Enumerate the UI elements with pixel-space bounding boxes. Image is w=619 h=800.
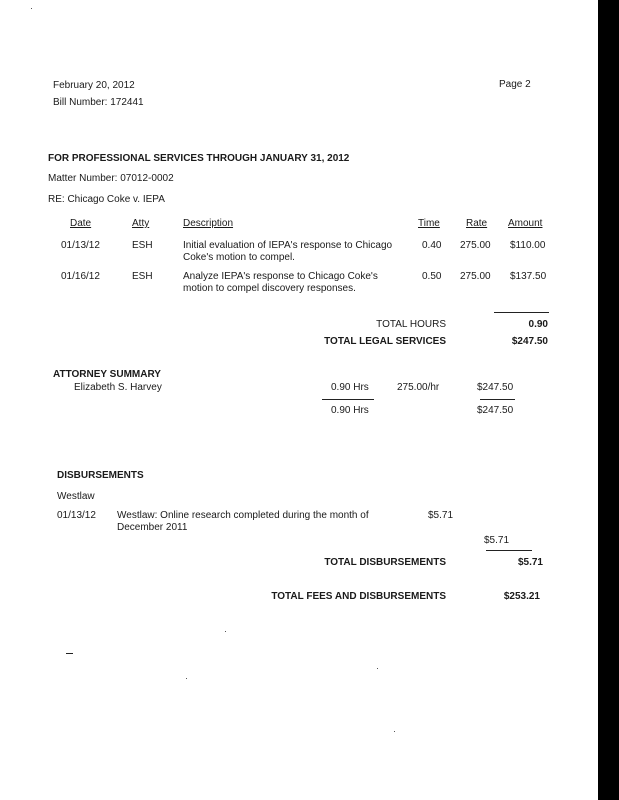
invoice-date: February 20, 2012 <box>53 80 135 91</box>
attorney-total-hours: 0.90 Hrs <box>331 405 369 416</box>
col-time: Time <box>418 218 440 229</box>
total-disbursements-value: $5.71 <box>517 557 543 568</box>
col-atty: Atty <box>132 218 150 229</box>
bill-number: Bill Number: 172441 <box>53 97 144 108</box>
entry-description: Analyze IEPA's response to Chicago Coke's motion to compel discovery responses. <box>183 271 378 294</box>
scan-speck <box>225 631 226 632</box>
services-title: FOR PROFESSIONAL SERVICES THROUGH JANUARY 31, 2012 <box>48 153 350 164</box>
disbursement-category: Westlaw <box>57 491 95 502</box>
disbursement-divider <box>486 550 532 551</box>
total-legal-value: $247.50 <box>511 336 548 347</box>
matter-number: Matter Number: 07012-0002 <box>48 173 174 184</box>
totals-divider <box>494 312 549 313</box>
entry-rate: 275.00 <box>460 240 491 251</box>
entry-rate: 275.00 <box>460 271 491 282</box>
entry-date: 01/13/12 <box>61 240 100 251</box>
attorney-name: Elizabeth S. Harvey <box>74 382 162 393</box>
entry-amount: $110.00 <box>510 240 546 251</box>
disbursement-amount: $5.71 <box>428 510 454 521</box>
summary-hours-divider <box>322 399 374 400</box>
scan-mark <box>66 653 73 654</box>
entry-atty: ESH <box>132 271 153 282</box>
re-line: RE: Chicago Coke v. IEPA <box>48 194 165 205</box>
col-date: Date <box>70 218 92 229</box>
entry-amount: $137.50 <box>510 271 547 282</box>
grand-total-value: $253.21 <box>503 591 540 602</box>
total-hours-value: 0.90 <box>528 319 548 330</box>
attorney-total-amount: $247.50 <box>477 405 514 416</box>
disbursement-date: 01/13/12 <box>57 510 96 521</box>
disbursement-description: Westlaw: Online research completed during the month of December 2011 <box>117 510 369 533</box>
attorney-hours: 0.90 Hrs <box>331 382 369 393</box>
scan-speck <box>394 731 395 732</box>
total-legal-label: TOTAL LEGAL SERVICES <box>324 336 446 347</box>
attorney-summary-title: ATTORNEY SUMMARY <box>53 369 161 380</box>
col-description: Description <box>183 218 234 229</box>
entry-date: 01/16/12 <box>61 271 100 282</box>
summary-amount-divider <box>480 399 515 400</box>
entry-time: 0.50 <box>422 271 442 282</box>
disbursement-subtotal: $5.71 <box>484 535 510 546</box>
col-rate: Rate <box>466 218 488 229</box>
scan-speck <box>377 668 378 669</box>
disbursements-title: DISBURSEMENTS <box>57 470 144 481</box>
attorney-rate: 275.00/hr <box>397 382 440 393</box>
grand-total-label: TOTAL FEES AND DISBURSEMENTS <box>271 591 446 602</box>
page-number: Page 2 <box>499 79 531 90</box>
col-amount: Amount <box>508 218 543 229</box>
entry-atty: ESH <box>132 240 153 251</box>
total-hours-label: TOTAL HOURS <box>376 319 446 330</box>
scan-edge-bar <box>598 0 619 800</box>
entry-description: Initial evaluation of IEPA's response to Chicago Coke's motion to compel. <box>183 240 393 263</box>
scan-speck <box>31 8 32 9</box>
entry-time: 0.40 <box>422 240 442 251</box>
scan-speck <box>186 678 187 679</box>
attorney-amount: $247.50 <box>477 382 514 393</box>
total-disbursements-label: TOTAL DISBURSEMENTS <box>324 557 446 568</box>
